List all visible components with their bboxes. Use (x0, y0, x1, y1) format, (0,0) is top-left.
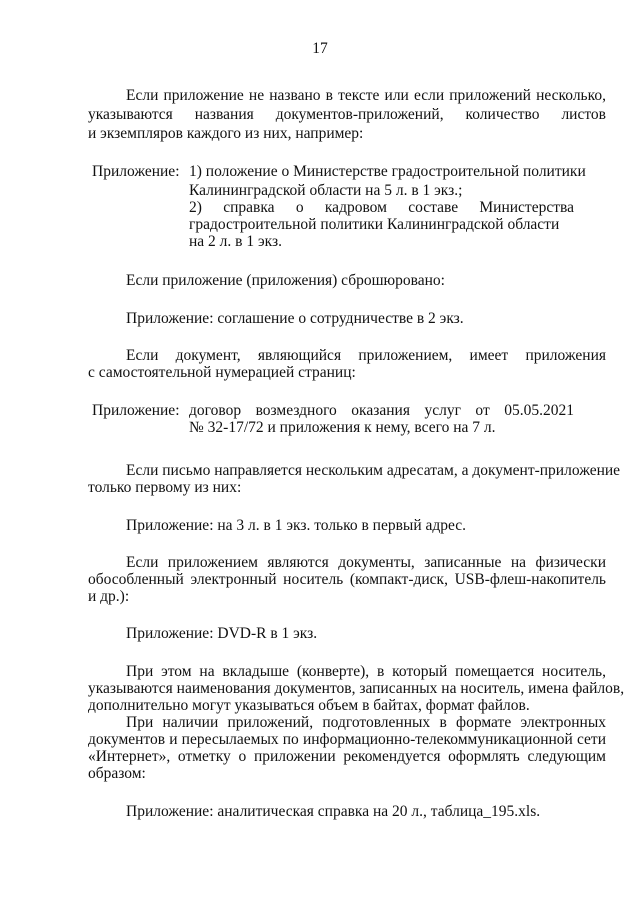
paragraph-line: Если документ, являющийся приложением, имеет приложения (126, 347, 606, 364)
paragraph-line: «Интернет», отметку о приложении рекомендуется оформлять следующим (88, 748, 606, 765)
example-line: 2) справка о кадровом составе Министерства (189, 199, 574, 216)
paragraph-line: Если письмо направляется нескольким адресатам, а документ-приложение (126, 462, 621, 479)
paragraph-line: обособленный электронный носитель (компакт-диск, USB-флеш-накопитель (88, 571, 606, 588)
paragraph-line: документов и пересылаемых по информационно-телекоммуникационной сети (88, 731, 606, 748)
example-line: № 32-17/72 и приложения к нему, всего на 7 л. (189, 419, 496, 436)
paragraph-line: При наличии приложений, подготовленных в формате электронных (126, 714, 606, 731)
example-line: Калининградской области на 5 л. в 1 экз.; (189, 182, 463, 199)
paragraph-stitched: Если приложение (приложения) сброшюровано: (126, 272, 445, 289)
example-dvd: Приложение: DVD-R в 1 экз. (126, 625, 318, 642)
appendix-label: Приложение: (92, 402, 180, 419)
appendix-label: Приложение: (92, 163, 180, 180)
paragraph-line: и экземпляров каждого из них, например: (88, 125, 364, 142)
paragraph-line: с самостоятельной нумерацией страниц: (88, 364, 356, 381)
paragraph-line: и др.): (88, 588, 130, 605)
paragraph-line: При этом на вкладыше (конверте), в который помещается носитель, (126, 663, 606, 680)
paragraph-line: указываются названия документов-приложений, количество листов (88, 106, 606, 123)
example-line: 1) положение о Министерстве градостроительной политики (189, 163, 586, 180)
example-line: договор возмездного оказания услуг от 05.05.2021 (189, 402, 574, 419)
paragraph-line: образом: (88, 765, 146, 782)
paragraph-line: дополнительно могут указываться объем в байтах, формат файлов. (88, 697, 530, 714)
paragraph-line: только первому из них: (88, 479, 242, 496)
page-number: 17 (312, 40, 328, 57)
paragraph-line: Если приложение не названо в тексте или если приложений несколько, (126, 87, 606, 104)
paragraph-line: указываются наименования документов, записанных на носитель, имена файлов, (88, 680, 625, 697)
example-first-address: Приложение: на 3 л. в 1 экз. только в первый адрес. (126, 517, 467, 534)
example-line: на 2 л. в 1 экз. (189, 233, 282, 250)
example-agreement: Приложение: соглашение о сотрудничестве в 2 экз. (126, 310, 464, 327)
example-analytical-report: Приложение: аналитическая справка на 20 л., таблица_195.xls. (126, 803, 541, 820)
example-line: градостроительной политики Калининградской области (189, 216, 560, 233)
paragraph-line: Если приложением являются документы, записанные на физически (126, 554, 606, 571)
